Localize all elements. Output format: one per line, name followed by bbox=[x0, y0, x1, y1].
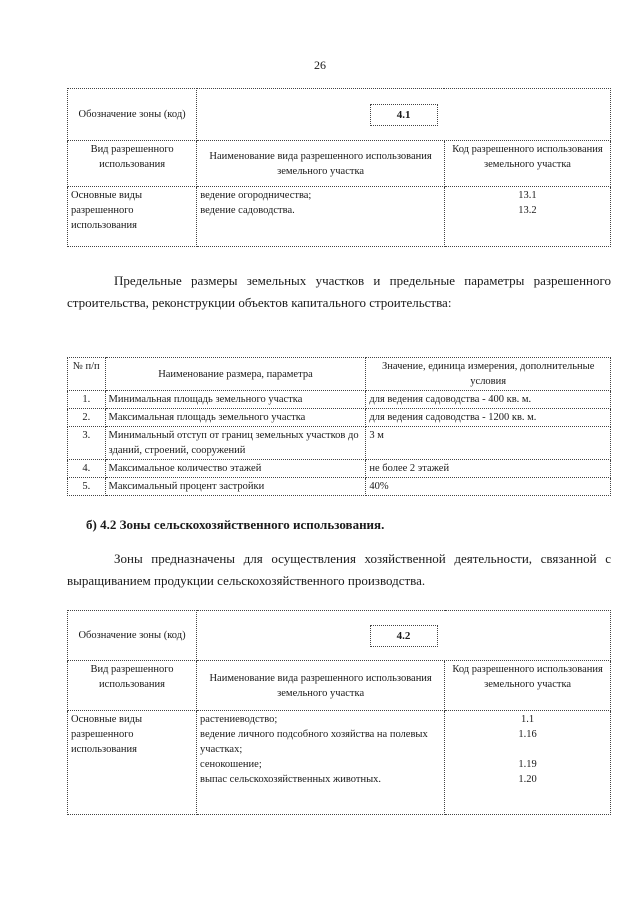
col-header-type: Вид разрешенного использования bbox=[68, 141, 197, 187]
use-code: 13.2 bbox=[518, 205, 537, 216]
param-name: Максимальный процент застройки bbox=[105, 478, 366, 496]
zone-code-cell bbox=[197, 611, 611, 661]
row-number: 4. bbox=[68, 460, 106, 478]
use-name: ведение огородничества; bbox=[200, 190, 312, 201]
param-value: для ведения садоводства - 400 кв. м. bbox=[366, 391, 611, 409]
params-header-num: № п/п bbox=[68, 358, 106, 391]
param-value: не более 2 этажей bbox=[366, 460, 611, 478]
use-code: 13.1 bbox=[518, 190, 537, 201]
use-codes-cell bbox=[444, 187, 610, 247]
table-row bbox=[68, 391, 611, 409]
use-name: растениеводство; bbox=[200, 714, 278, 725]
table-row bbox=[68, 409, 611, 427]
param-name: Минимальная площадь земельного участка bbox=[105, 391, 366, 409]
section-heading: б) 4.2 Зоны сельскохозяйственного использования. bbox=[86, 517, 385, 532]
params-table bbox=[67, 357, 611, 496]
zone-code-label: Обозначение зоны (код) bbox=[68, 89, 197, 141]
col-header-code: Код разрешенного использования земельного участка bbox=[444, 141, 610, 187]
paragraph-limits: Предельные размеры земельных участков и предельные параметры разрешенного строительства, реконструкции объектов капитального строительства: bbox=[67, 273, 611, 310]
param-name: Минимальный отступ от границ земельных участков до зданий, строений, сооружений bbox=[105, 427, 366, 460]
param-value: 40% bbox=[366, 478, 611, 496]
row-number: 3. bbox=[68, 427, 106, 460]
use-codes-cell bbox=[445, 711, 611, 815]
zone-code-value: 4.1 bbox=[370, 104, 438, 126]
zone-4-1-table bbox=[67, 88, 611, 247]
col-header-code: Код разрешенного использования земельного участка bbox=[445, 661, 611, 711]
params-header-name: Наименование размера, параметра bbox=[105, 358, 366, 391]
use-name: ведение садоводства. bbox=[200, 205, 295, 216]
row-number: 1. bbox=[68, 391, 106, 409]
params-header-value: Значение, единица измерения, дополнительные условия bbox=[366, 358, 611, 391]
param-name: Максимальное количество этажей bbox=[105, 460, 366, 478]
col-header-name: Наименование вида разрешенного использования земельного участка bbox=[197, 141, 445, 187]
zone-code-label: Обозначение зоны (код) bbox=[68, 611, 197, 661]
use-name: выпас сельскохозяйственных животных. bbox=[200, 774, 381, 785]
use-name: ведение личного подсобного хозяйства на полевых участках; bbox=[200, 729, 428, 755]
row-number: 2. bbox=[68, 409, 106, 427]
row-label-main-uses: Основные виды разрешенного использования bbox=[68, 187, 197, 247]
table-row bbox=[68, 427, 611, 460]
use-name: сенокошение; bbox=[200, 759, 262, 770]
row-number: 5. bbox=[68, 478, 106, 496]
use-names-cell bbox=[197, 711, 445, 815]
zone-code-cell bbox=[197, 89, 611, 141]
row-label-main-uses: Основные виды разрешенного использования bbox=[68, 711, 197, 815]
paragraph-zones: Зоны предназначены для осуществления хозяйственной деятельности, связанной с выращиванием продукции сельскохозяйственного производства. bbox=[67, 551, 611, 588]
col-header-type: Вид разрешенного использования bbox=[68, 661, 197, 711]
zone-4-2-table bbox=[67, 610, 611, 815]
page-number: 26 bbox=[314, 58, 326, 72]
use-code: 1.20 bbox=[518, 774, 537, 785]
table-row bbox=[68, 478, 611, 496]
use-names-cell bbox=[197, 187, 445, 247]
param-value: 3 м bbox=[366, 427, 611, 460]
zone-code-value: 4.2 bbox=[370, 625, 438, 647]
col-header-name: Наименование вида разрешенного использования земельного участка bbox=[197, 661, 445, 711]
table-row bbox=[68, 460, 611, 478]
param-name: Максимальная площадь земельного участка bbox=[105, 409, 366, 427]
param-value: для ведения садоводства - 1200 кв. м. bbox=[366, 409, 611, 427]
use-code: 1.1 bbox=[521, 714, 535, 725]
use-code: 1.19 bbox=[518, 759, 537, 770]
use-code: 1.16 bbox=[518, 729, 537, 740]
